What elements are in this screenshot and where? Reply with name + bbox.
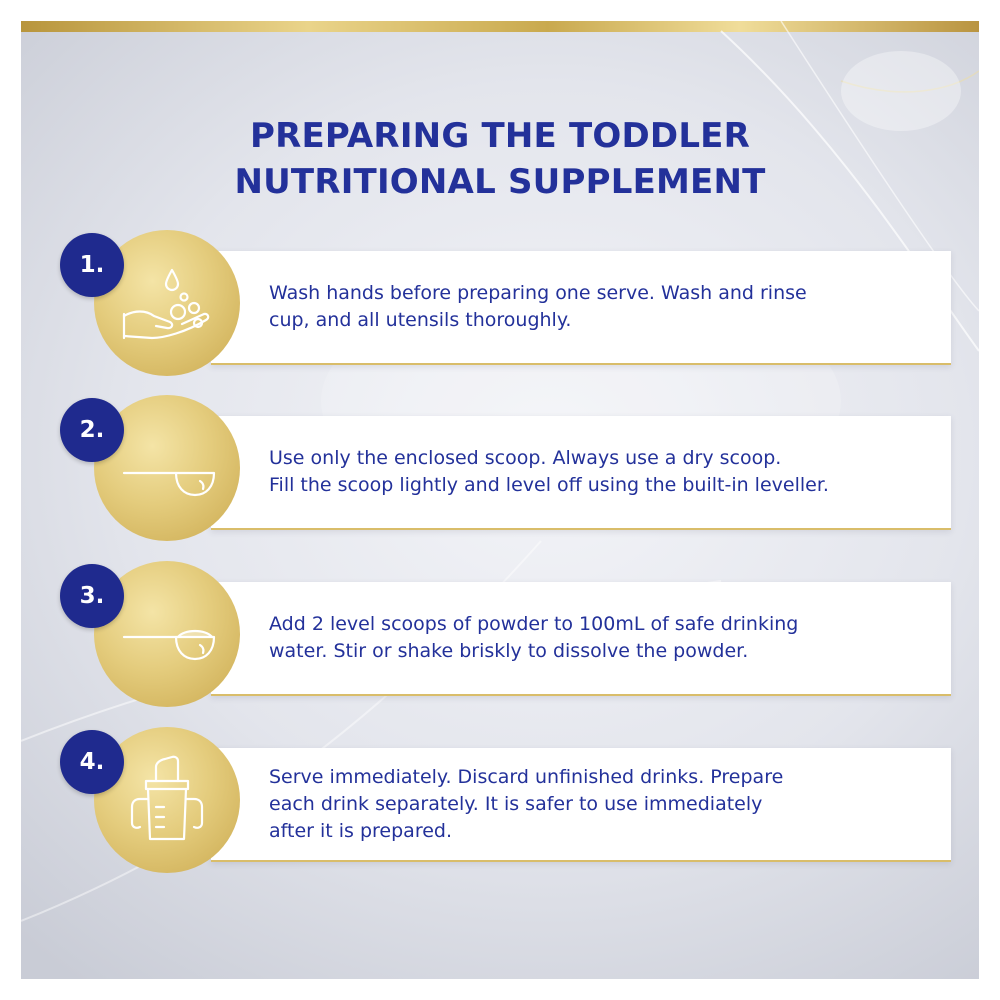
step-text: Wash hands before preparing one serve. Wash and rinse cup, and all utensils thoroughly. — [269, 282, 807, 331]
title-line-2: NUTRITIONAL SUPPLEMENT — [234, 162, 766, 202]
step-number-badge: 4. — [60, 730, 124, 794]
step-number-badge: 2. — [60, 398, 124, 462]
step-text: Use only the enclosed scoop. Always use a dry scoop. Fill the scoop lightly and level off using the built-in leveller. — [269, 447, 829, 496]
step-number-badge: 3. — [60, 564, 124, 628]
step-number-badge: 1. — [60, 233, 124, 297]
step-card — [211, 748, 951, 862]
step-1 — [21, 230, 979, 370]
page-title — [21, 113, 979, 205]
step-text: Serve immediately. Discard unfinished drinks. Prepare each drink separately. It is safer to use immediately after it is prepared. — [269, 765, 784, 842]
title-line-1: PREPARING THE TODDLER — [250, 116, 750, 156]
step-2 — [21, 395, 979, 535]
step-4 — [21, 727, 979, 867]
step-text: Add 2 level scoops of powder to 100mL of safe drinking water. Stir or shake briskly to dissolve the powder. — [269, 613, 799, 662]
instruction-panel — [21, 21, 979, 979]
step-card — [211, 416, 951, 530]
step-3 — [21, 561, 979, 701]
step-card — [211, 251, 951, 365]
step-card — [211, 582, 951, 696]
